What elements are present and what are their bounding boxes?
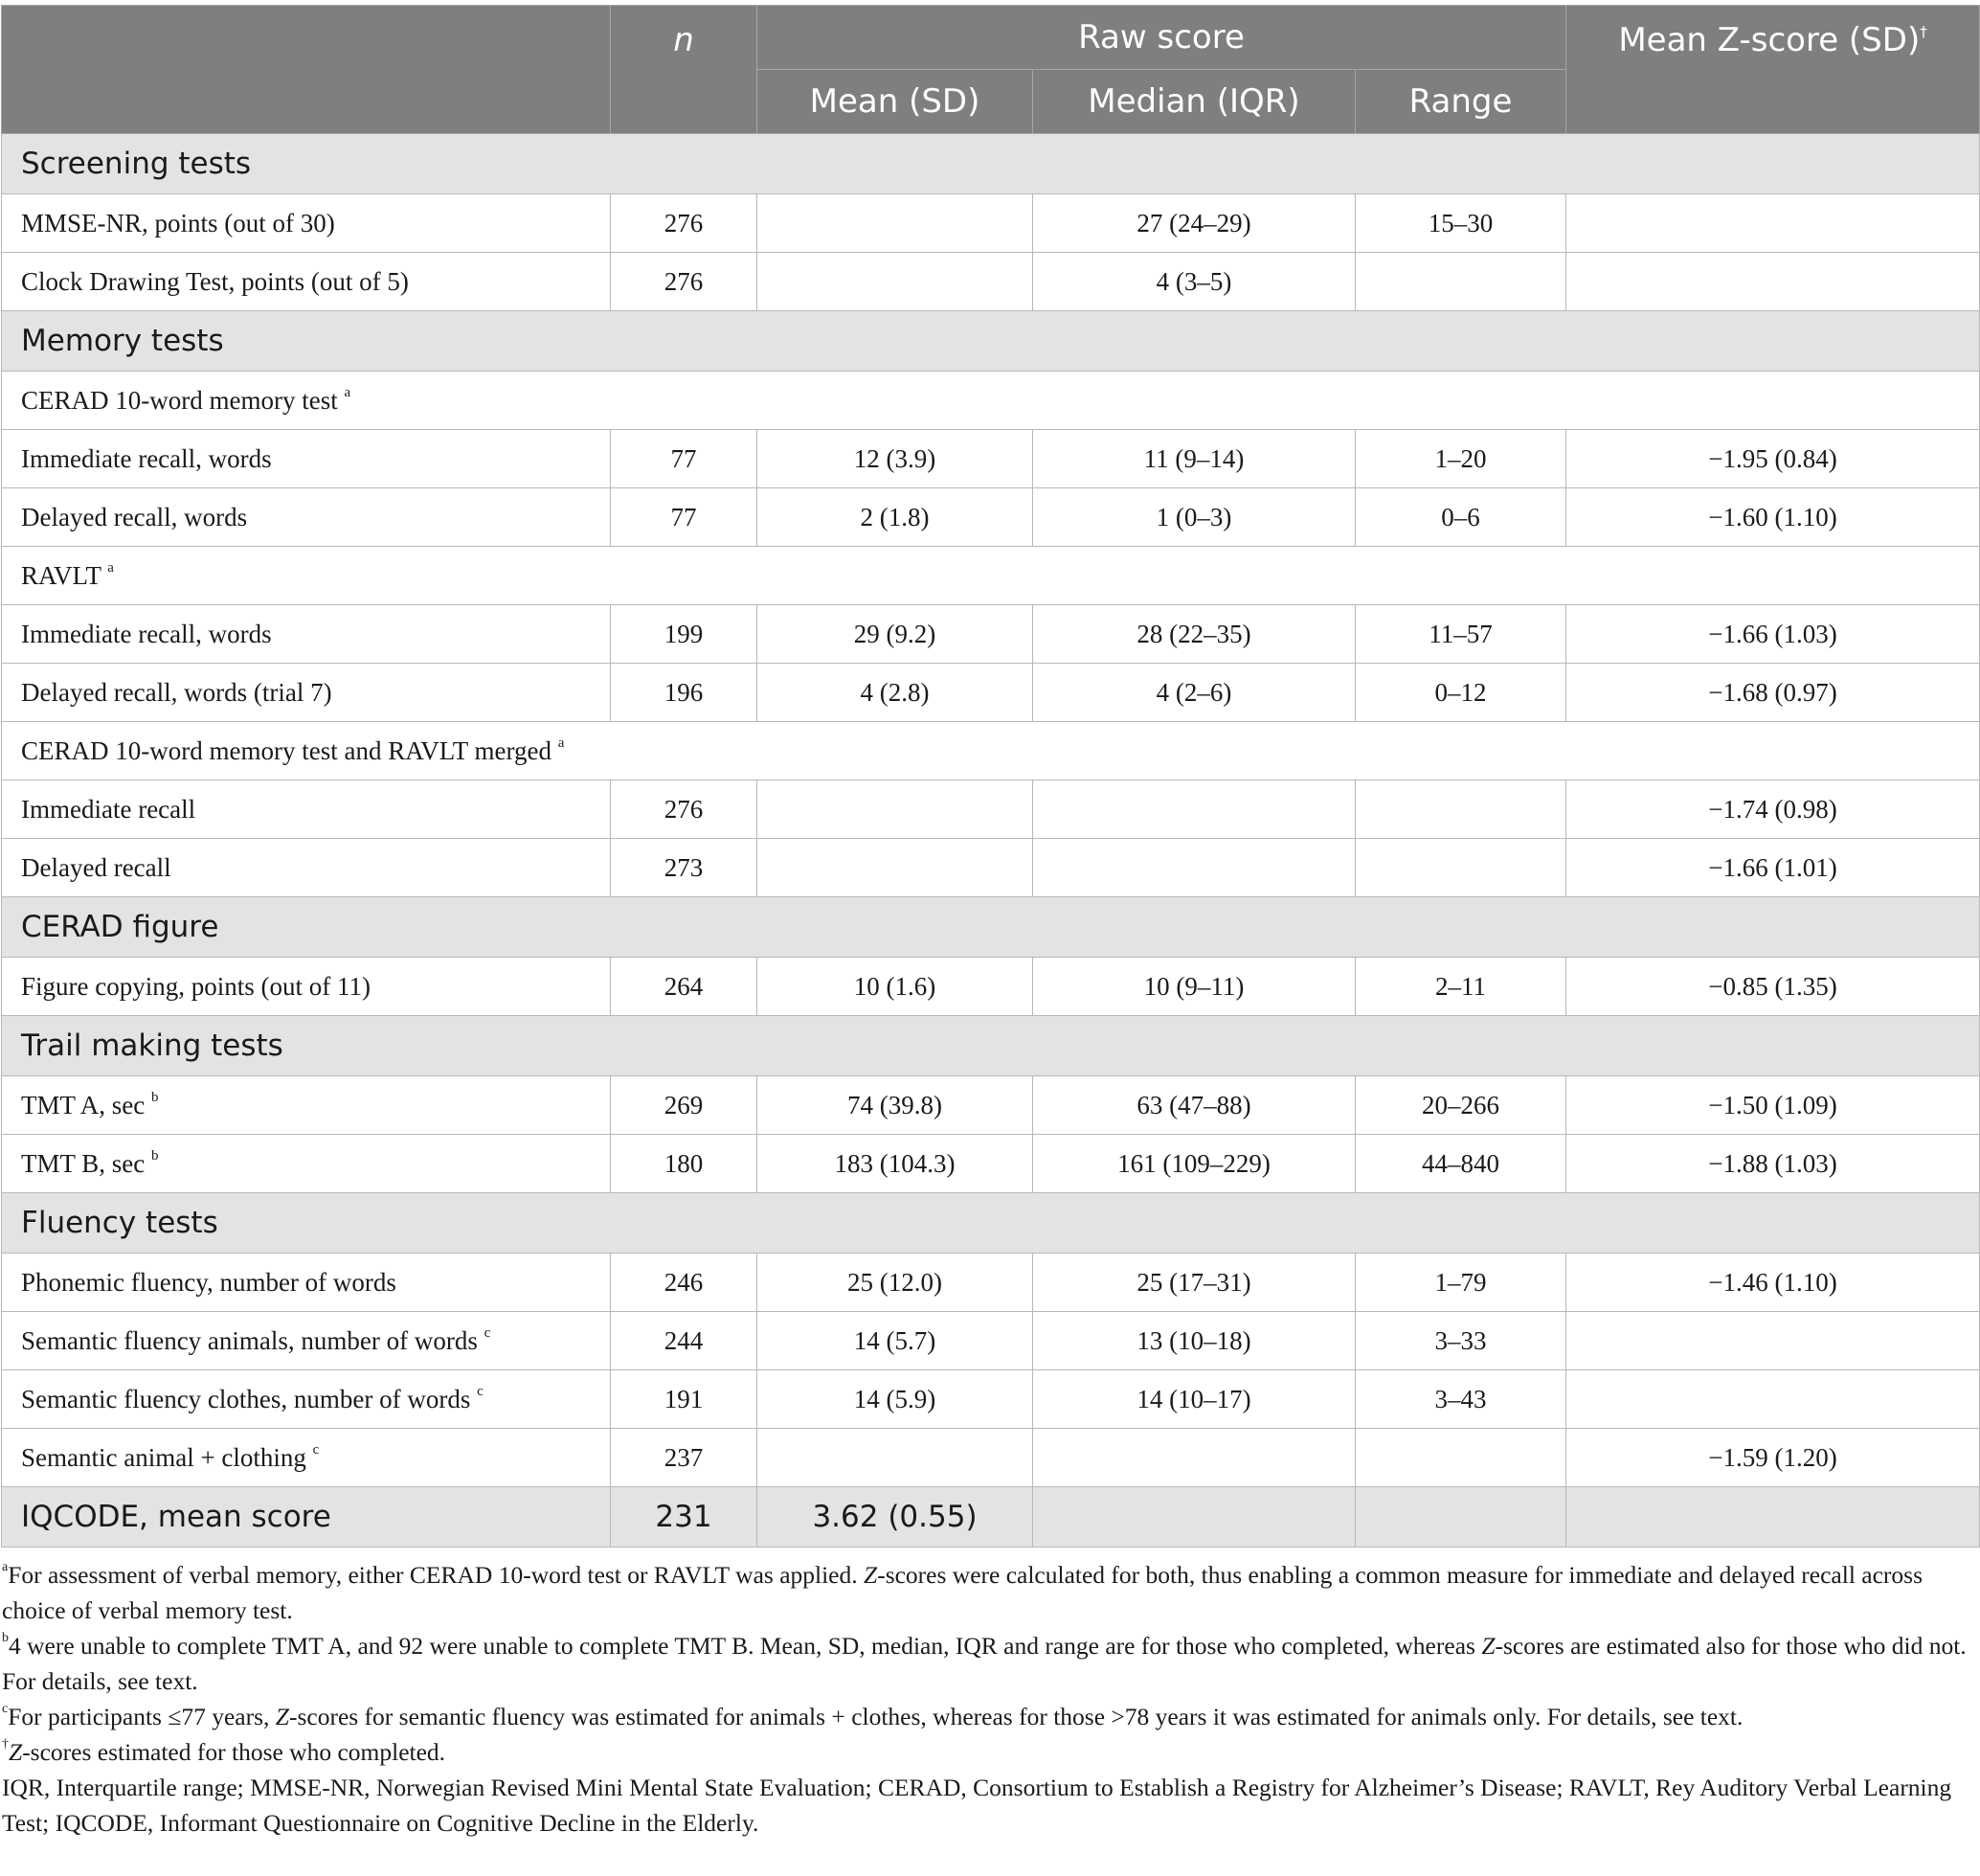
row-label: Delayed recall, words (trial 7): [2, 664, 611, 722]
cell-n: 244: [611, 1312, 757, 1370]
table-row: [2, 194, 1980, 253]
cell-median: [1033, 1487, 1356, 1548]
cell-range: 44–840: [1356, 1135, 1566, 1193]
section-row: [2, 311, 1980, 372]
header-median-iqr: Median (IQR): [1033, 70, 1356, 134]
table-row: [2, 958, 1980, 1016]
row-label: MMSE-NR, points (out of 30): [2, 194, 611, 253]
table-header: [2, 6, 1980, 134]
table-row: [2, 605, 1980, 664]
header-mean-sd: Mean (SD): [757, 70, 1033, 134]
cell-mean: 12 (3.9): [757, 430, 1033, 488]
cell-median: 14 (10–17): [1033, 1370, 1356, 1429]
row-label: Phonemic fluency, number of words: [2, 1254, 611, 1312]
cell-mean: [757, 839, 1033, 897]
section-fluency: Fluency tests: [2, 1193, 1980, 1254]
table-row: [2, 1076, 1980, 1135]
footnote-c: [2, 1699, 1974, 1734]
subheading-label: CERAD 10-word memory test and RAVLT merged: [21, 735, 551, 765]
cell-mean: 10 (1.6): [757, 958, 1033, 1016]
footnote-text: For participants ≤77 years,: [8, 1703, 276, 1730]
cell-median: 4 (2–6): [1033, 664, 1356, 722]
table-row: [2, 1429, 1980, 1487]
cell-range: [1356, 1429, 1566, 1487]
row-label: Figure copying, points (out of 11): [2, 958, 611, 1016]
cell-mean: 183 (104.3): [757, 1135, 1033, 1193]
header-n: n: [611, 6, 757, 134]
cell-n: 276: [611, 780, 757, 839]
cell-mean: 14 (5.7): [757, 1312, 1033, 1370]
cell-range: 11–57: [1356, 605, 1566, 664]
cell-n: 77: [611, 488, 757, 547]
header-blank: [2, 6, 611, 134]
table-row: [2, 488, 1980, 547]
cell-median: 13 (10–18): [1033, 1312, 1356, 1370]
row-label: TMT A, sec: [21, 1090, 146, 1119]
footnote-mark: b: [151, 1147, 159, 1164]
cell-z: −1.66 (1.03): [1566, 605, 1980, 664]
cell-mean: 3.62 (0.55): [757, 1487, 1033, 1548]
row-label: Clock Drawing Test, points (out of 5): [2, 253, 611, 311]
cell-median: 1 (0–3): [1033, 488, 1356, 547]
cell-z: −1.59 (1.20): [1566, 1429, 1980, 1487]
header-raw-score: Raw score: [757, 6, 1566, 70]
footnote-text: -scores for semantic fluency was estimated for animals + clothes, whereas for those >78 years it was estimated for animals only. For details, see text.: [288, 1703, 1744, 1730]
footnote-italic: Z: [1481, 1632, 1496, 1660]
row-label-cell: [2, 1312, 611, 1370]
cell-z: −1.66 (1.01): [1566, 839, 1980, 897]
cell-n: 77: [611, 430, 757, 488]
cell-mean: 2 (1.8): [757, 488, 1033, 547]
subheading-row: [2, 372, 1980, 430]
table-row: [2, 253, 1980, 311]
footnote-italic: Z: [275, 1703, 289, 1730]
table-row: [2, 664, 1980, 722]
table-row: [2, 430, 1980, 488]
subheading-label: RAVLT: [21, 560, 101, 590]
footnote-mark: a: [344, 384, 351, 400]
table-row: [2, 1370, 1980, 1429]
cell-median: 11 (9–14): [1033, 430, 1356, 488]
row-label-cell: [2, 1429, 611, 1487]
subheading-ravlt: [2, 547, 1980, 605]
footnote-text: -scores were calculated for both, thus enabling a common measure for immediate and delayed recall across choice of verbal memory test.: [2, 1561, 1924, 1624]
section-row: [2, 1193, 1980, 1254]
footnote-mark: †: [2, 1736, 9, 1752]
footnote-mark: c: [477, 1383, 484, 1399]
header-mean-z: [1566, 6, 1980, 134]
cell-range: 20–266: [1356, 1076, 1566, 1135]
cell-z: −1.74 (0.98): [1566, 780, 1980, 839]
cell-median: 63 (47–88): [1033, 1076, 1356, 1135]
cell-n: 231: [611, 1487, 757, 1548]
cell-range: 1–79: [1356, 1254, 1566, 1312]
footnote-text: For assessment of verbal memory, either CERAD 10-word test or RAVLT was applied.: [8, 1561, 865, 1589]
row-label: IQCODE, mean score: [2, 1487, 611, 1548]
cell-range: 2–11: [1356, 958, 1566, 1016]
results-table: [1, 5, 1980, 1548]
cell-median: [1033, 839, 1356, 897]
cell-n: 180: [611, 1135, 757, 1193]
row-label: Semantic fluency animals, number of words: [21, 1325, 478, 1355]
footnote-mark: a: [2, 1559, 9, 1574]
subheading-label: CERAD 10-word memory test: [21, 385, 338, 415]
cell-mean: 25 (12.0): [757, 1254, 1033, 1312]
row-label-cell: [2, 1076, 611, 1135]
row-label: Delayed recall: [2, 839, 611, 897]
cell-z: −0.85 (1.35): [1566, 958, 1980, 1016]
section-memory: Memory tests: [2, 311, 1980, 372]
cell-z: [1566, 253, 1980, 311]
row-label: Immediate recall, words: [2, 430, 611, 488]
cell-z: −1.50 (1.09): [1566, 1076, 1980, 1135]
table-row: [2, 1135, 1980, 1193]
table-row: [2, 1254, 1980, 1312]
cell-range: 0–12: [1356, 664, 1566, 722]
cell-n: 273: [611, 839, 757, 897]
footnote-text: -scores are estimated also for those who did not. For details, see text.: [2, 1632, 1967, 1695]
header-dagger-mark: †: [1920, 22, 1927, 40]
abbreviations-note: IQR, Interquartile range; MMSE-NR, Norwegian Revised Mini Mental State Evaluation; CERAD, Consortium to Establish a Registry for Alzheimer’s Disease; RAVLT, Rey Auditory Verbal Learning Test; IQCODE, Informant Questionnaire on Cognitive Decline in the Elderly.: [2, 1774, 1952, 1837]
footnote-mark: a: [107, 559, 114, 576]
subheading-cerad: [2, 372, 1980, 430]
section-row: [2, 134, 1980, 194]
cell-mean: [757, 1429, 1033, 1487]
cell-median: [1033, 1429, 1356, 1487]
cell-median: 25 (17–31): [1033, 1254, 1356, 1312]
row-label-cell: [2, 1135, 611, 1193]
cell-range: [1356, 839, 1566, 897]
cell-n: 246: [611, 1254, 757, 1312]
cell-range: 3–33: [1356, 1312, 1566, 1370]
cell-n: 276: [611, 194, 757, 253]
cell-z: −1.46 (1.10): [1566, 1254, 1980, 1312]
table-row: [2, 780, 1980, 839]
row-label: Delayed recall, words: [2, 488, 611, 547]
iqcode-row: [2, 1487, 1980, 1548]
cell-n: 191: [611, 1370, 757, 1429]
footnote-mark: a: [557, 735, 565, 751]
footnote-b: [2, 1628, 1974, 1699]
footnote-dagger: [2, 1734, 1974, 1770]
cell-mean: [757, 780, 1033, 839]
footnote-a: [2, 1557, 1974, 1628]
cell-median: [1033, 780, 1356, 839]
row-label: TMT B, sec: [21, 1148, 146, 1178]
cell-range: 15–30: [1356, 194, 1566, 253]
row-label: Immediate recall: [2, 780, 611, 839]
row-label: Semantic fluency clothes, number of words: [21, 1384, 471, 1413]
cell-median: 161 (109–229): [1033, 1135, 1356, 1193]
cell-n: 276: [611, 253, 757, 311]
header-range: Range: [1356, 70, 1566, 134]
footnote-mark: b: [2, 1630, 9, 1645]
footnote-mark: c: [312, 1441, 320, 1458]
cell-z: −1.68 (0.97): [1566, 664, 1980, 722]
cell-n: 269: [611, 1076, 757, 1135]
cell-mean: [757, 253, 1033, 311]
row-label-cell: [2, 1370, 611, 1429]
footnote-mark: c: [484, 1324, 491, 1341]
cell-n: 199: [611, 605, 757, 664]
table-row: [2, 1312, 1980, 1370]
subheading-row: [2, 722, 1980, 780]
footnote-text: -scores estimated for those who completed.: [22, 1738, 446, 1766]
section-trail: Trail making tests: [2, 1016, 1980, 1076]
section-row: [2, 897, 1980, 958]
footnote-mark: c: [2, 1701, 9, 1716]
cell-median: 27 (24–29): [1033, 194, 1356, 253]
row-label: Semantic animal + clothing: [21, 1442, 306, 1472]
section-cerad-figure: CERAD figure: [2, 897, 1980, 958]
cell-n: 237: [611, 1429, 757, 1487]
cell-range: 1–20: [1356, 430, 1566, 488]
row-label: Immediate recall, words: [2, 605, 611, 664]
cell-z: [1566, 1487, 1980, 1548]
cell-range: 0–6: [1356, 488, 1566, 547]
subheading-merged: [2, 722, 1980, 780]
cell-range: 3–43: [1356, 1370, 1566, 1429]
footnote-text: 4 were unable to complete TMT A, and 92 were unable to complete TMT B. Mean, SD, median, IQR and range are for those who completed, whereas: [9, 1632, 1482, 1660]
footnote-mark: b: [151, 1089, 159, 1105]
cell-mean: 74 (39.8): [757, 1076, 1033, 1135]
cell-mean: 29 (9.2): [757, 605, 1033, 664]
cell-median: 4 (3–5): [1033, 253, 1356, 311]
cell-z: −1.60 (1.10): [1566, 488, 1980, 547]
table-body: [2, 134, 1980, 1548]
subheading-row: [2, 547, 1980, 605]
cell-z: −1.95 (0.84): [1566, 430, 1980, 488]
header-mean-z-label: Mean Z-score (SD): [1618, 21, 1921, 59]
table-figure: [0, 5, 1980, 1841]
cell-median: 28 (22–35): [1033, 605, 1356, 664]
cell-z: −1.88 (1.03): [1566, 1135, 1980, 1193]
cell-mean: 4 (2.8): [757, 664, 1033, 722]
section-row: [2, 1016, 1980, 1076]
cell-z: [1566, 194, 1980, 253]
cell-range: [1356, 780, 1566, 839]
cell-z: [1566, 1370, 1980, 1429]
cell-z: [1566, 1312, 1980, 1370]
cell-n: 196: [611, 664, 757, 722]
cell-mean: [757, 194, 1033, 253]
cell-n: 264: [611, 958, 757, 1016]
table-row: [2, 839, 1980, 897]
table-footnotes: [0, 1557, 1974, 1841]
cell-median: 10 (9–11): [1033, 958, 1356, 1016]
cell-range: [1356, 253, 1566, 311]
cell-mean: 14 (5.9): [757, 1370, 1033, 1429]
footnote-italic: Z: [864, 1561, 878, 1589]
section-screening: Screening tests: [2, 134, 1980, 194]
cell-range: [1356, 1487, 1566, 1548]
footnote-italic: Z: [9, 1738, 23, 1766]
